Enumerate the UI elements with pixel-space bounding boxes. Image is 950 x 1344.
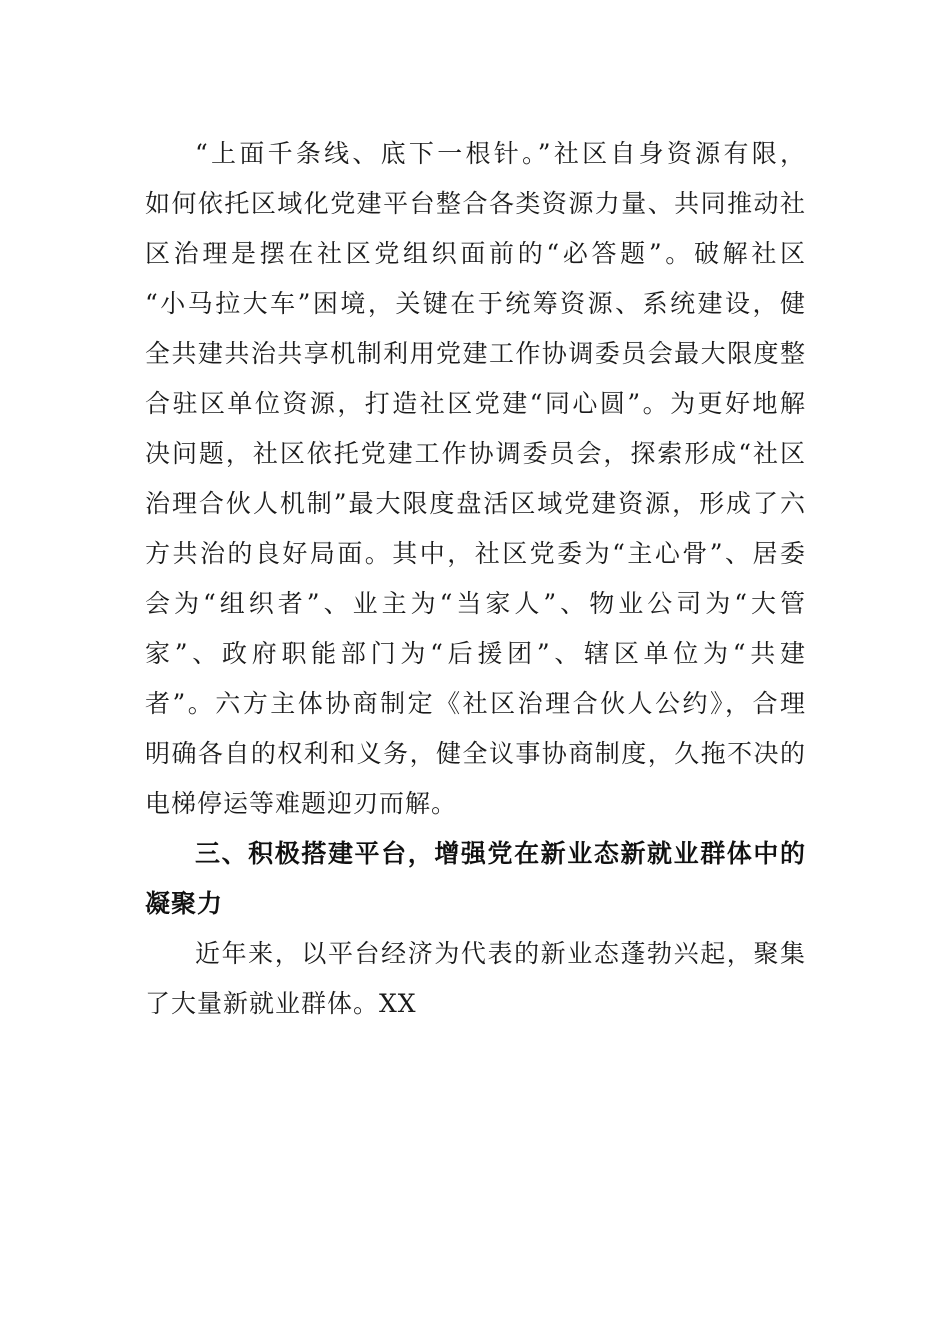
paragraph-1-line-8: 治理合伙人机制”最大限度盘活区域党建资源，形成了六: [145, 489, 805, 518]
paragraph-2-line-1: 近年来，以平台经济为代表的新业态蓬勃兴起，聚集: [195, 939, 805, 968]
paragraph-1-line-13: 明确各自的权利和义务，健全议事协商制度，久拖不决的: [145, 739, 805, 768]
paragraph-2-line-2: 了大量新就业群体。XX: [145, 989, 417, 1018]
paragraph-1-line-9: 方共治的良好局面。其中，社区党委为“主心骨”、居委: [145, 539, 805, 568]
paragraph-1-line-5: 全共建共治共享机制利用党建工作协调委员会最大限度整: [145, 339, 805, 368]
paragraph-1-line-3: 区治理是摆在社区党组织面前的“必答题”。破解社区: [145, 239, 805, 268]
paragraph-1-line-14: 电梯停运等难题迎刃而解。: [145, 789, 458, 818]
section-heading-line-1: 三、积极搭建平台，增强党在新业态新就业群体中的: [195, 839, 805, 868]
paragraph-1-line-11: 家”、政府职能部门为“后援团”、辖区单位为“共建: [145, 639, 805, 668]
section-heading-line-2: 凝聚力: [145, 889, 224, 918]
paragraph-1-line-4: “小马拉大车”困境，关键在于统筹资源、系统建设，健: [145, 289, 805, 318]
paragraph-1-line-12: 者”。六方主体协商制定《社区治理合伙人公约》，合理: [145, 689, 805, 718]
paragraph-1-line-10: 会为“组织者”、业主为“当家人”、物业公司为“大管: [145, 589, 805, 618]
paragraph-1-line-2: 如何依托区域化党建平台整合各类资源力量、共同推动社: [145, 189, 805, 218]
paragraph-1-line-7: 决问题，社区依托党建工作协调委员会，探索形成“社区: [145, 439, 805, 468]
paragraph-1-line-1: “上面千条线、底下一根针。”社区自身资源有限，: [195, 139, 805, 168]
paragraph-1-line-6: 合驻区单位资源，打造社区党建“同心圆”。为更好地解: [145, 389, 805, 418]
